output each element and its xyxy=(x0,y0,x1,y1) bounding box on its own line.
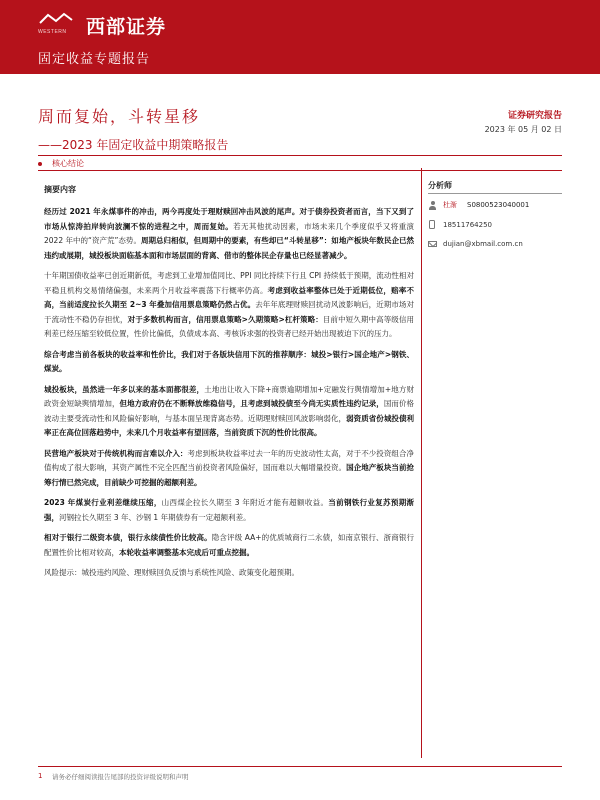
company-name: 西部证券 xyxy=(86,16,167,38)
paragraph-bold-text: 对于多数机构而言，信用票息策略>久期策略>杠杆策略： xyxy=(127,314,323,324)
document-subtitle: ——2023 年固定收益中期策略报告 xyxy=(38,138,229,152)
paragraph-text: 隐含评级 AA+的优质城商行二永债，如南京银行、浙商银行配置性价比相对较高， xyxy=(44,533,415,557)
paragraph-bold-text: 弱资质省份城投债利率正在高位回落趋势中，未来几个月收益率有望回落，当前资质下沉的性价比很高。 xyxy=(44,413,415,437)
paragraph-text: 土地出让收入下降+商票逾期增加+定融发行舆情增加+地方财政资金短缺舆情增加， xyxy=(44,384,414,408)
analyst-name-row xyxy=(428,200,529,210)
header-banner xyxy=(0,0,600,74)
bullet-icon xyxy=(38,162,42,166)
banner-title: 固定收益专题报告 xyxy=(38,52,151,67)
paragraph-text: 考虑到板块收益率过去一年的历史波动性太高，对于不少投资组合净值构成了很大影响，其资产属性不完全匹配当前投资者风险偏好，国而难以大幅增量投资。 xyxy=(44,448,415,472)
summary-heading: 摘要内容 xyxy=(44,185,76,194)
paragraph-text: 山西煤企拉长久期至 3 年附近才能有超额收益。 xyxy=(161,498,329,507)
paragraph-bold-text: 经历过 2021 年永煤事件的冲击，两今再度处于理财赎回冲击风波的尾声。对于债券投资者而言，当下又到了市场从惊涛拍岸转向波澜不惊的进程之中，周而复始。 xyxy=(44,207,414,231)
section-heading-label: 核心结论 xyxy=(52,159,84,168)
paragraph-text: 目前中短久期中高等级信用利差已经压缩至较低位置，性价比偏低，负债成本高、考核诉求强的投资者已经开始出现被迫下沉的压力。 xyxy=(44,314,415,338)
paragraph-bold-text: 考虑到收益率整体已处于近期低位，赔率不高，当前适度拉长久期至 2~3 年叠加信用票息策略仍然占优。 xyxy=(44,285,415,309)
summary-paragraph xyxy=(44,269,414,342)
paragraph-bold-text: 2023 年煤炭行业利差继续压缩， xyxy=(44,498,162,507)
summary-paragraph xyxy=(44,531,414,560)
column-divider xyxy=(421,168,422,758)
footer-divider xyxy=(38,766,562,767)
analyst-name: 杜渐 xyxy=(443,201,457,209)
analyst-phone-row xyxy=(428,220,492,229)
paragraph-text: 十年期国债收益率已创近期新低，考虑到工业增加值同比、PPI 同比持续下行且 CPI 持续低于预期，流动性相对平稳且机构交易情绪偏强，未来两个月收益率震荡下行概率仍高。 xyxy=(44,271,414,295)
paragraph-text: 去年年底理财赎回扰动风波影响后，近期市场对于流动性不稳仍存担忧， xyxy=(44,300,414,324)
paragraph-text: 国而价格波动主要受流动性和风险偏好影响，与基本面呈现背离态势。近期理财赎回风波影响弱化， xyxy=(44,399,415,423)
analyst-email[interactable]: dujian@xbmail.com.cn xyxy=(443,240,523,248)
western-logo-icon xyxy=(38,12,74,26)
mail-icon xyxy=(428,241,437,247)
section-divider xyxy=(38,170,562,171)
summary-paragraph xyxy=(44,205,414,263)
document-title: 周而复始，斗转星移 xyxy=(38,107,201,126)
paragraph-bold-text: 综合考虑当前各板块的收益率和性价比，我们对于各版块信用下沉的推荐顺序：城投>银行>国企地产>钢铁、煤炭。 xyxy=(44,349,414,373)
paragraph-bold-text: 城投板块，虽然进一年多以来的基本面都很差， xyxy=(44,384,205,394)
analyst-email-row xyxy=(428,240,523,248)
logo-sub-text: WESTERN xyxy=(38,29,67,35)
paragraph-text: 若无其他扰动因素，市场未来几个季度似乎又将重演 2022 年中的“资产荒”态势。 xyxy=(44,221,415,245)
report-type-label: 证券研究报告 xyxy=(507,111,562,121)
paragraph-text: 河钢拉长久期至 3 年、沙钢 1 年期债券有一定超额利差。 xyxy=(59,512,251,522)
footer-disclaimer: 请务必仔细阅读报告尾部的投资评级说明和声明 xyxy=(52,773,189,781)
summary-paragraph xyxy=(44,348,414,377)
phone-icon xyxy=(429,220,435,229)
analyst-divider xyxy=(428,193,562,194)
analyst-phone: 18511764250 xyxy=(443,220,492,229)
analyst-certificate: S0800523040001 xyxy=(467,201,530,209)
title-divider xyxy=(38,155,562,156)
paragraph-bold-text: 本轮收益率调整基本完成后可重点挖掘。 xyxy=(119,547,254,557)
page-number: 1 xyxy=(38,772,43,780)
risk-warning: 风险提示：城投违约风险、理财赎回负反馈与系统性风险、政策变化超预期。 xyxy=(44,568,299,577)
analyst-heading: 分析师 xyxy=(428,181,452,190)
person-icon xyxy=(428,201,437,210)
section-heading xyxy=(38,158,84,169)
summary-paragraph xyxy=(44,496,414,525)
report-date: 2023 年 05 月 02 日 xyxy=(484,125,562,134)
paragraph-bold-text: 当前钢铁行业复苏预期渐强， xyxy=(44,498,415,522)
paragraph-bold-text: 国企地产板块当前抢筹行情已然完成，目前缺少可挖掘的超额利差。 xyxy=(44,463,415,487)
paragraph-bold-text: 相对于银行二级资本债，银行永续债性价比较高。 xyxy=(44,533,212,542)
paragraph-bold-text: 但地方政府仍在不断释放维稳信号，且考虑到城投债至今尚无实质性违约记录， xyxy=(119,399,384,408)
summary-paragraph xyxy=(44,383,414,441)
paragraph-bold-text: 周期总归相似，但周期中的要素，有些却已“斗转星移”：如地产板块年数民企已然违约或展期，城投板块面临基本面和市场层面的背离、借市的整体民企存量也已经显著减少。 xyxy=(44,236,414,260)
paragraph-bold-text: 民营地产板块对于传统机构而言难以介入： xyxy=(44,448,188,458)
summary-body xyxy=(44,205,414,587)
summary-paragraph xyxy=(44,447,414,491)
